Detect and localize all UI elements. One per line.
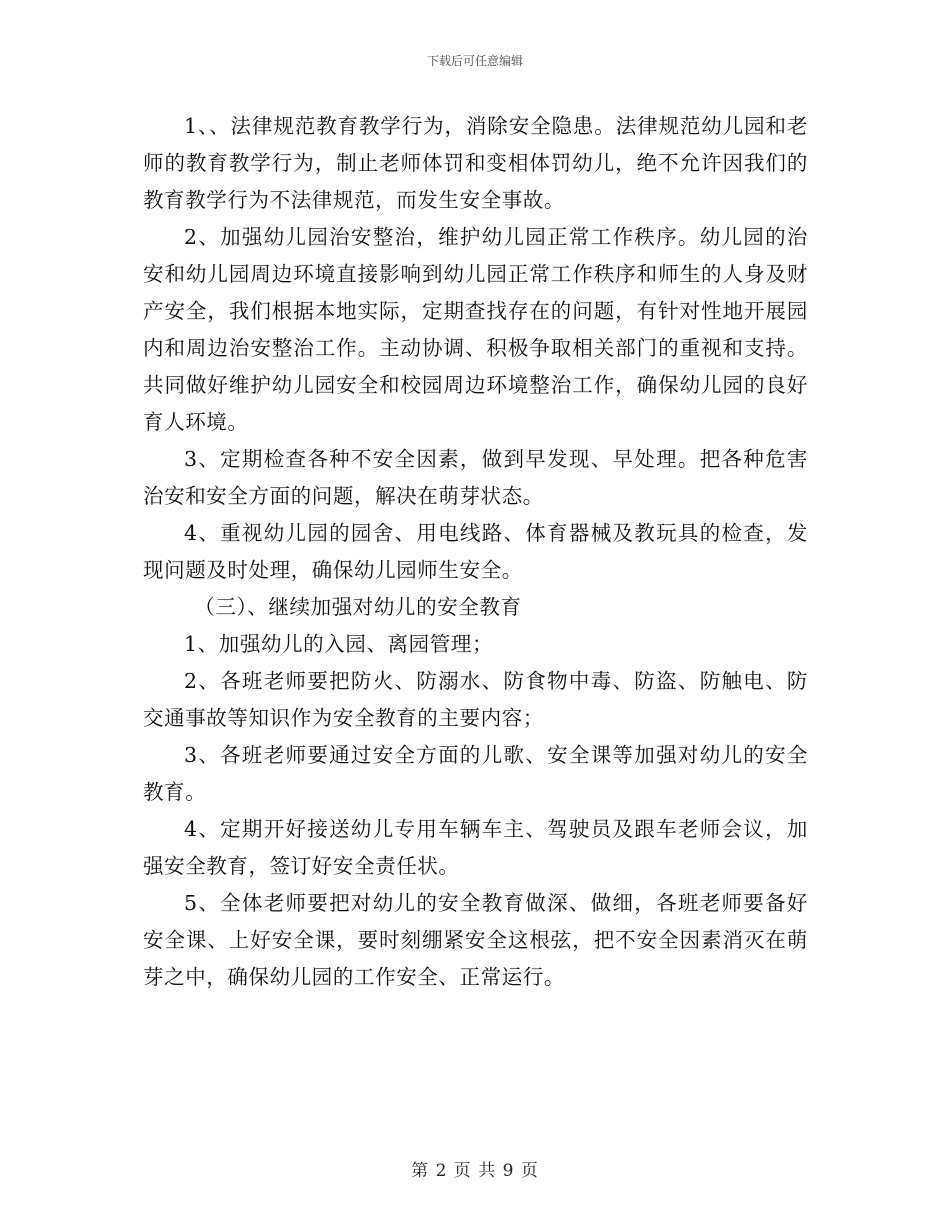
paragraph: 5、全体老师要把对幼儿的安全教育做深、做细，各班老师要备好安全课、上好安全课，要时刻绷紧安全这根弦，把不安全因素消灭在萌芽之中，确保幼儿园的工作安全、正常运行。 bbox=[143, 891, 808, 989]
paragraph: 1、加强幼儿的入园、离园管理； bbox=[184, 632, 494, 656]
paragraph: 3、定期检查各种不安全因素，做到早发现、早处理。把各种危害治安和安全方面的问题，解决在萌芽状态。 bbox=[143, 447, 808, 508]
page-header: 下载后可任意编辑 bbox=[426, 54, 523, 68]
paragraph: 4、重视幼儿园的园舍、用电线路、体育器械及教玩具的检查，发现问题及时处理，确保幼儿园师生安全。 bbox=[143, 521, 808, 582]
paragraph: 2、加强幼儿园治安整治，维护幼儿园正常工作秩序。幼儿园的治安和幼儿园周边环境直接影响到幼儿园正常工作秩序和师生的人身及财产安全，我们根据本地实际，定期查找存在的问题，有针对性地开展园内和周边治安整治工作。主动协调、积极争取相关部门的重视和支持。共同做好维护幼儿园安全和校园周边环境整治工作，确保幼儿园的良好育人环境。 bbox=[143, 225, 808, 434]
document-body bbox=[143, 108, 808, 996]
page-number: 第 2 页 共 9 页 bbox=[411, 1161, 539, 1181]
paragraph: 2、各班老师要把防火、防溺水、防食物中毒、防盗、防触电、防交通事故等知识作为安全教育的主要内容； bbox=[143, 669, 808, 730]
paragraph: 4、定期开好接送幼儿专用车辆车主、驾驶员及跟车老师会议，加强安全教育，签订好安全责任状。 bbox=[143, 817, 808, 878]
paragraph: 3、各班老师要通过安全方面的儿歌、安全课等加强对幼儿的安全教育。 bbox=[143, 743, 808, 804]
section-heading: （三）、继续加强对幼儿的安全教育 bbox=[194, 595, 522, 619]
paragraph: 1、、法律规范教育教学行为，消除安全隐患。法律规范幼儿园和老师的教育教学行为，制止老师体罚和变相体罚幼儿，绝不允许因我们的教育教学行为不法律规范，而发生安全事故。 bbox=[143, 114, 808, 212]
